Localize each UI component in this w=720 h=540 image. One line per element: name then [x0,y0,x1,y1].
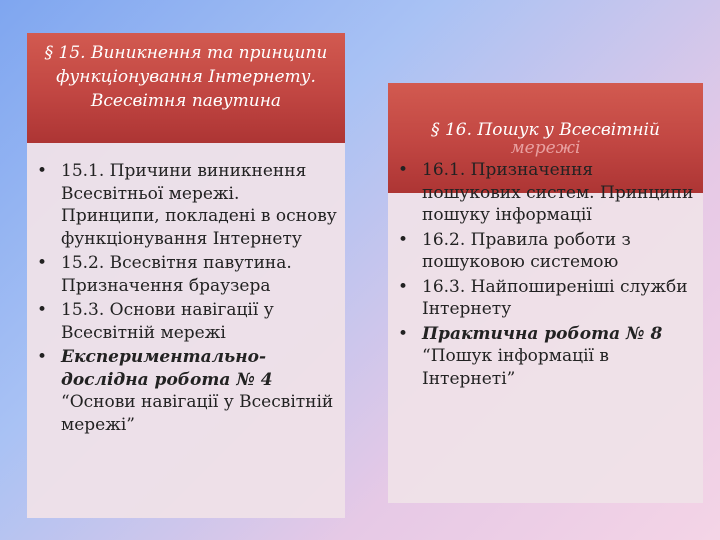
list-item [392,159,697,227]
bullet: • [398,276,409,297]
left-topic-list [31,160,339,438]
bullet: • [37,300,48,320]
right-panel [388,83,703,503]
list-item-text: 16.3. Найпоширеніші служби Інтернету [422,276,688,319]
list-item [31,252,339,297]
list-item [31,160,339,250]
right-panel-title-line1: § 16. Пошук у Всесвітній [431,120,660,140]
list-item-extra: “Основи навігації у Всесвітній мережі” [61,392,334,435]
list-item-extra: “Пошук інформації в Інтернеті” [422,346,609,389]
bullet: • [398,160,409,180]
left-panel-title: § 15. Виникнення та принципи функціонування Інтернету. Всесвітня павутина [27,33,345,143]
list-item-text: 15.1. Причини виникнення Всесвітньої мережі. Принципи, покладені в основу функціонування Інтернету [61,161,337,249]
bullet: • [37,161,48,181]
left-panel [27,33,345,518]
list-item-text: 15.2. Всесвітня павутина. Призначення браузера [61,253,292,296]
right-topic-list [392,159,697,392]
bullet: • [37,253,48,273]
list-item-text: 15.3. Основи навігації у Всесвітній мережі [61,300,274,343]
list-item-text: 16.1. Призначення пошукових систем. Принципи пошуку інформації [422,160,694,225]
bullet: • [37,347,48,367]
list-item [392,229,697,274]
bullet: • [398,229,409,250]
list-item [392,323,697,391]
list-item [31,346,339,436]
list-item-text: 16.2. Правила роботи з пошуковою системою [422,229,631,272]
right-panel-title-line2: мережі [510,138,581,158]
list-item [392,276,697,321]
list-item-emphasis: Практична робота № 8 [422,323,663,344]
list-item [31,299,339,344]
bullet: • [398,323,409,344]
list-item-emphasis: Експериментально-дослідна робота № 4 [61,347,273,390]
